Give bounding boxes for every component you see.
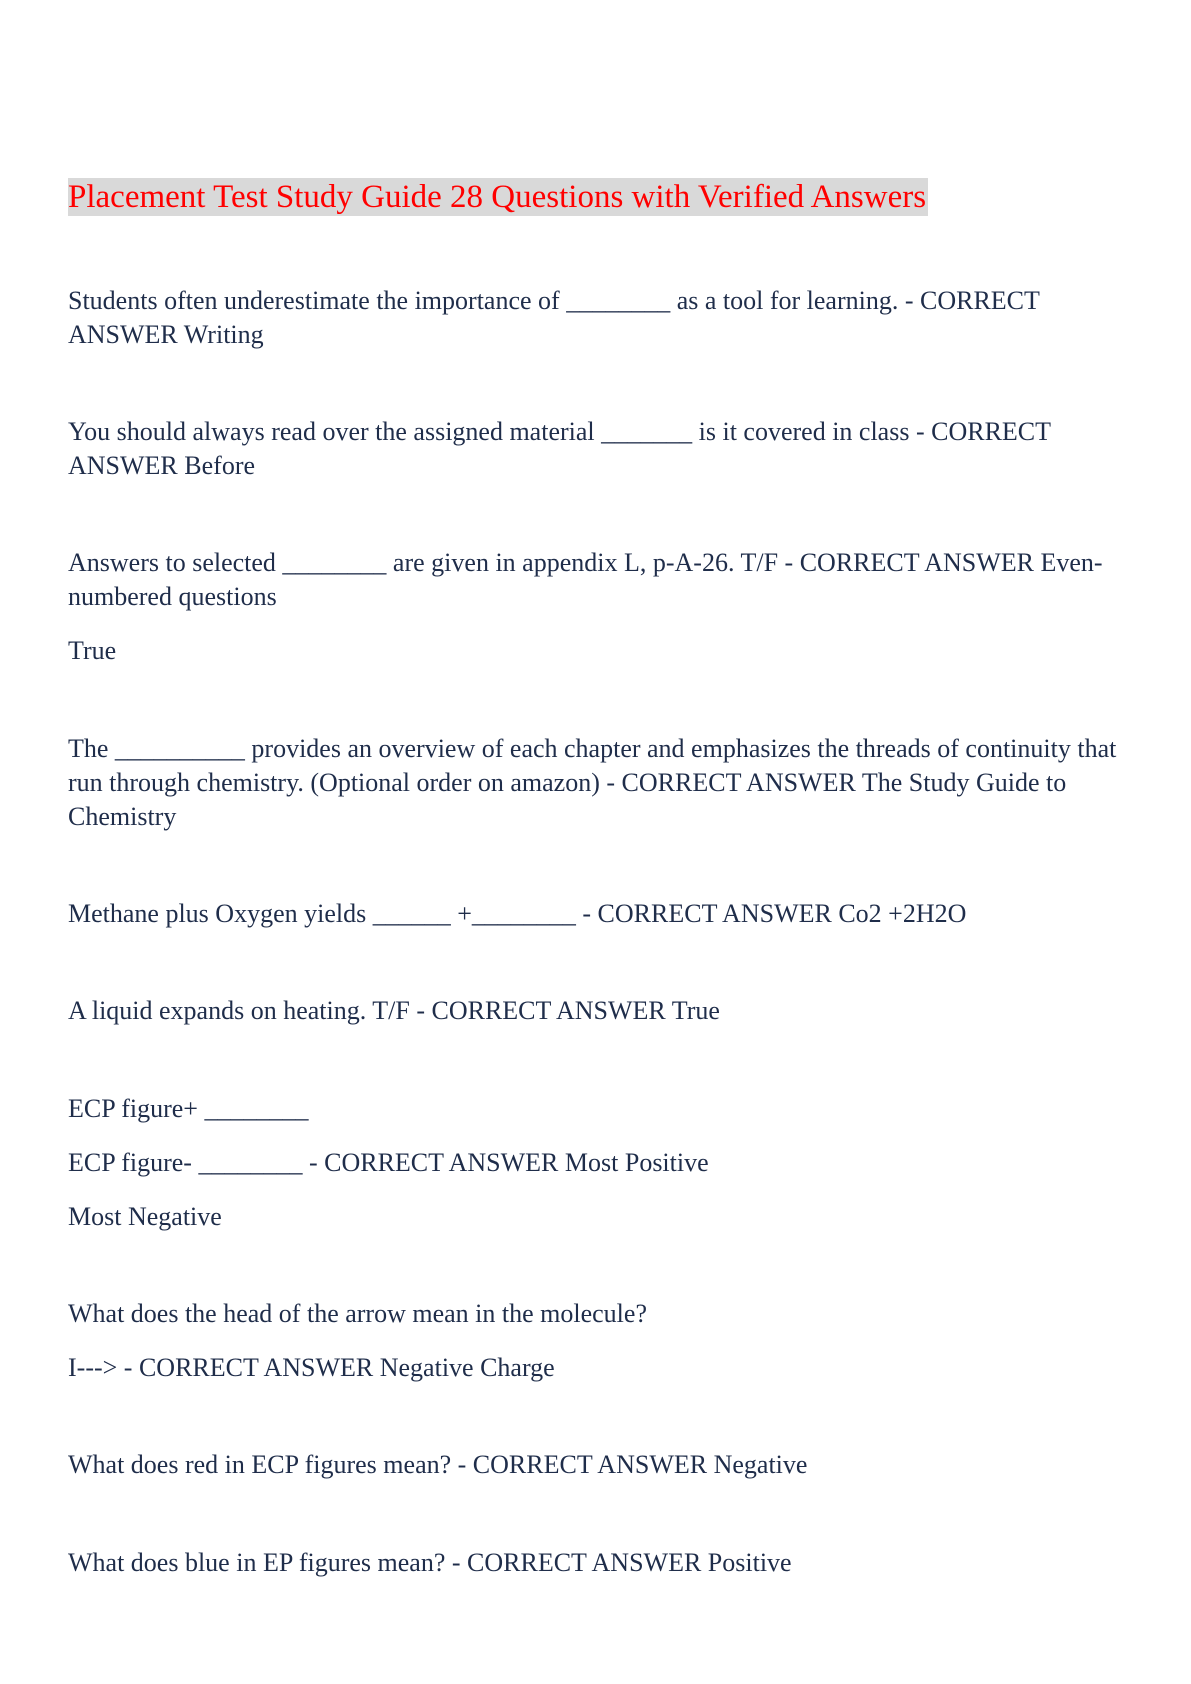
- qa-text: ECP figure+ ________: [68, 1094, 309, 1123]
- qa-text: A liquid expands on heating. T/F - CORRECT ANSWER True: [68, 996, 720, 1025]
- qa-text: True: [68, 636, 117, 665]
- qa-text: Most Negative: [68, 1202, 222, 1231]
- qa-item-1: [68, 284, 1128, 352]
- qa-text: ECP figure- ________ - CORRECT ANSWER Most Positive: [68, 1148, 709, 1177]
- qa-text: I---> - CORRECT ANSWER Negative Charge: [68, 1353, 555, 1382]
- qa-text: Methane plus Oxygen yields ______ +________ - CORRECT ANSWER Co2 +2H2O: [68, 899, 967, 928]
- qa-text: The __________ provides an overview of each chapter and emphasizes the threads of continuity that run through chemistry. (Optional order on amazon) - CORRECT ANSWER The Study Guide to Chemistry: [68, 734, 1117, 831]
- qa-item-9: [68, 1448, 1128, 1482]
- qa-item-7: [68, 1092, 1128, 1234]
- page-title: Placement Test Study Guide 28 Questions with Verified Answers: [68, 179, 927, 215]
- qa-text: What does the head of the arrow mean in the molecule?: [68, 1299, 647, 1328]
- qa-text: You should always read over the assigned material _______ is it covered in class - CORRECT ANSWER Before: [68, 417, 1051, 480]
- qa-item-2: [68, 415, 1128, 483]
- qa-item-6: [68, 994, 1128, 1028]
- qa-text: What does red in ECP figures mean? - CORRECT ANSWER Negative: [68, 1450, 808, 1479]
- qa-item-3: [68, 546, 1128, 668]
- qa-item-5: [68, 897, 1128, 931]
- qa-item-4: [68, 732, 1128, 834]
- qa-text: Answers to selected ________ are given in appendix L, p-A-26. T/F - CORRECT ANSWER Even-numbered questions: [68, 548, 1103, 611]
- qa-text: Students often underestimate the importance of ________ as a tool for learning. - CORRECT ANSWER Writing: [68, 286, 1040, 349]
- qa-item-10: [68, 1546, 1128, 1580]
- qa-text: What does blue in EP figures mean? - CORRECT ANSWER Positive: [68, 1548, 792, 1577]
- qa-item-8: [68, 1297, 1128, 1385]
